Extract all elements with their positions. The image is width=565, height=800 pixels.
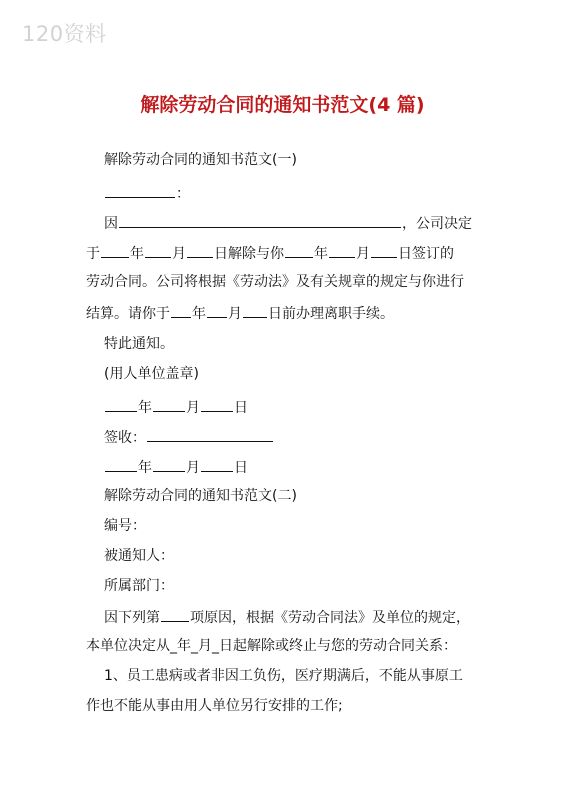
release-month-blank [145, 242, 171, 258]
resign-day-text: 日前办理离职手续。 [268, 306, 394, 322]
department-label: 所属部门： [104, 578, 174, 594]
sign-receipt-line [104, 426, 274, 448]
release-year-blank [101, 242, 129, 258]
reason-suffix: ，公司决定 [402, 216, 472, 232]
cause-blank [161, 606, 189, 622]
year-label: 年 [314, 246, 328, 262]
dates-prefix: 于 [86, 246, 100, 262]
month-label: 月 [186, 400, 200, 416]
seal-month-blank [153, 396, 185, 412]
paragraph-settlement: 劳动合同。公司将根据《劳动法》及有关规章的规定与你进行 [86, 274, 464, 290]
item-1-line-1: 1、员工患病或者非因工负伤，医疗期满后，不能从事原工 [104, 668, 463, 684]
notified-label: 被通知人： [104, 548, 174, 564]
month-label: 月 [172, 246, 186, 262]
release-day-blank [187, 242, 213, 258]
document-title: 解除劳动合同的通知书范文(4 篇) [140, 94, 425, 116]
receipt-day-blank [201, 456, 233, 472]
paragraph-dates [86, 242, 454, 264]
month-label: 月 [186, 460, 200, 476]
receipt-year-blank [105, 456, 137, 472]
resign-year-blank [171, 302, 191, 318]
paragraph-reason [104, 212, 472, 234]
section-1-heading: 解除劳动合同的通知书范文(一) [104, 152, 297, 168]
reason-prefix: 因 [104, 216, 118, 232]
year-label: 年 [138, 400, 152, 416]
paragraph-termination: 本单位决定从_年_月_日起解除或终止与您的劳动合同关系： [86, 638, 457, 654]
watermark: 120资料 [22, 22, 107, 46]
seal-year-blank [105, 396, 137, 412]
month-label: 月 [356, 246, 370, 262]
sign-receipt-label: 签收： [104, 430, 146, 446]
cause-suffix: 项原因，根据《劳动合同法》及单位的规定， [190, 610, 470, 626]
sign-day-blank [371, 242, 397, 258]
recipient-line [104, 182, 190, 204]
seal-text: (用人单位盖章) [104, 366, 199, 382]
month-label: 月 [228, 306, 242, 322]
resign-day-blank [243, 302, 267, 318]
resign-prefix: 结算。请你于 [86, 306, 170, 322]
recipient-blank [105, 182, 175, 198]
item-1-line-2: 作也不能从事由用人单位另行安排的工作; [86, 698, 343, 714]
year-label: 年 [130, 246, 144, 262]
year-label: 年 [192, 306, 206, 322]
year-label: 年 [138, 460, 152, 476]
day-label: 日 [234, 400, 248, 416]
sign-receipt-blank [147, 426, 273, 442]
paragraph-cause [104, 606, 470, 628]
sign-month-blank [329, 242, 355, 258]
notice-text: 特此通知。 [104, 336, 174, 352]
release-day-text: 日解除与你 [214, 246, 284, 262]
cause-prefix: 因下列第 [104, 610, 160, 626]
number-label: 编号： [104, 518, 146, 534]
resign-month-blank [207, 302, 227, 318]
section-2-heading: 解除劳动合同的通知书范文(二) [104, 488, 297, 504]
reason-blank [119, 212, 401, 228]
day-label: 日 [234, 460, 248, 476]
sign-day-text: 日签订的 [398, 246, 454, 262]
sign-year-blank [285, 242, 313, 258]
seal-date-line [104, 396, 248, 418]
colon: ： [176, 186, 190, 202]
paragraph-resign [86, 302, 394, 324]
receipt-date-line [104, 456, 248, 478]
seal-day-blank [201, 396, 233, 412]
receipt-month-blank [153, 456, 185, 472]
